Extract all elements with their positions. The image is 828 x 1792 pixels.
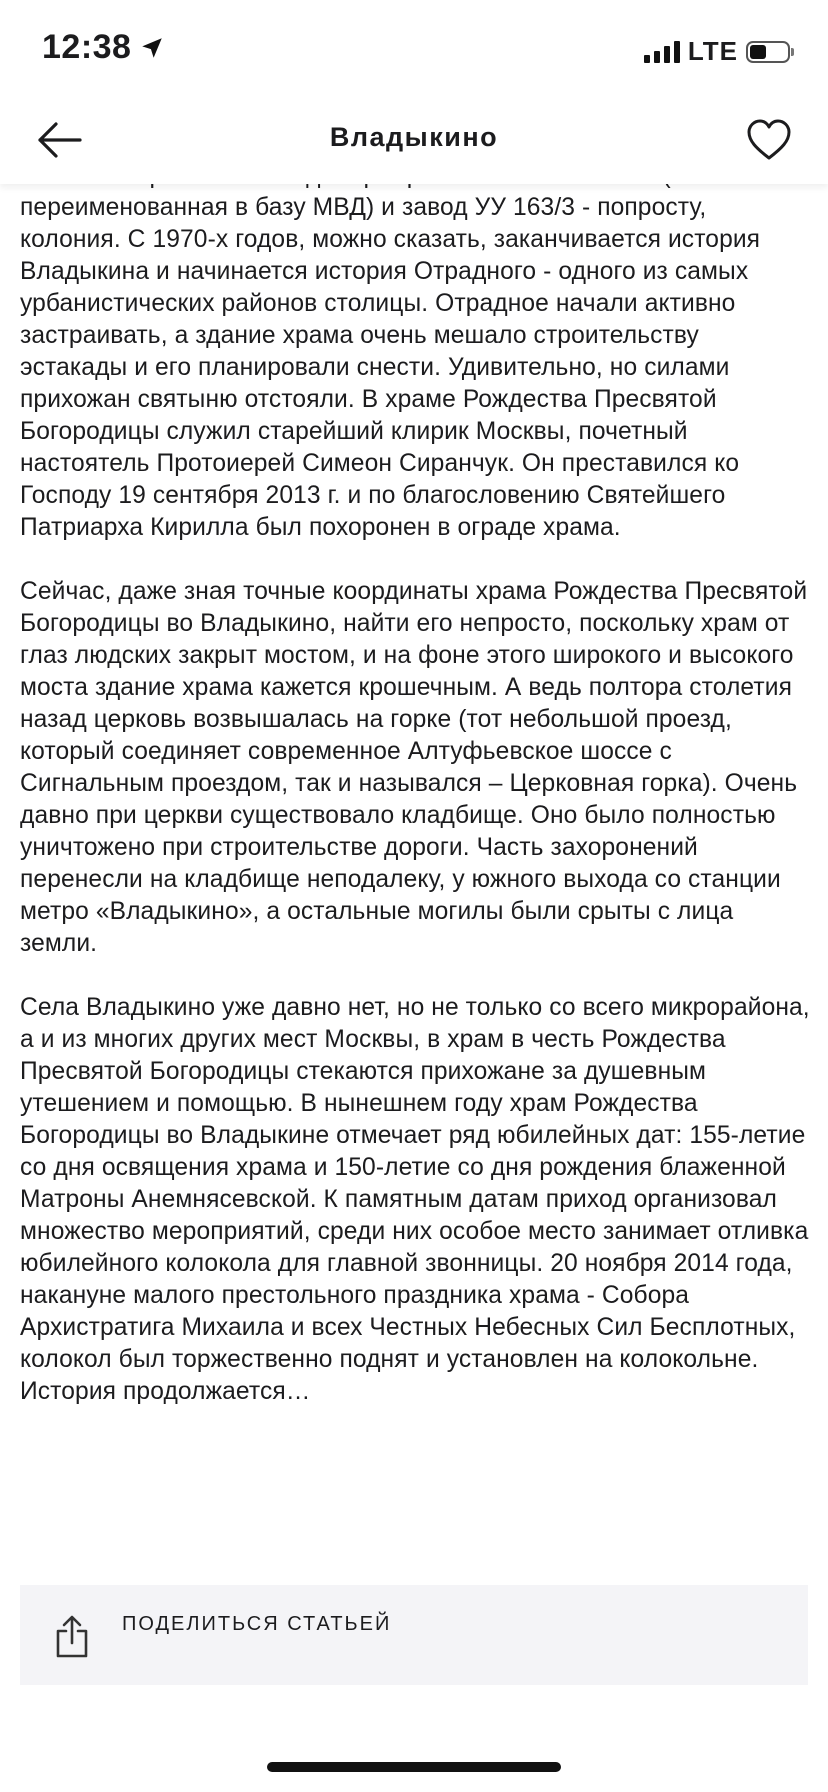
- page-title: Владыкино: [329, 122, 499, 152]
- status-indicators: [644, 36, 790, 67]
- share-label: ПОДЕЛИТЬСЯ СТАТЬЕЙ: [122, 1613, 392, 1635]
- article-body: [20, 160, 810, 1440]
- heart-outline-icon: [746, 118, 792, 162]
- navigation-bar: [0, 100, 828, 184]
- location-arrow-icon: [139, 35, 165, 61]
- article-paragraph: Села Владыкино уже давно нет, но не только со всего микрорайона, а и из многих других мест Москвы, в храм в честь Рождества Пресвятой Богородицы стекаются прихожане за душевным утешением и помощью. В нынешнем году храм Рождества Богородицы во Владыкине отмечает ряд юбилейных дат: 155-летие со дня освящения храма и 150-летие со дня рождения блаженной Матроны Анемнясевской. К памятным датам приход организовал множество мероприятий, среди них особое место занимает отливка юбилейного колокола для главной звонницы. 20 ноября 2014 года, накануне малого престольного праздника храма - Собора Архистратига Михаила и всех Честных Небесных Сил Бесплотных, колокол был торжественно поднят и установлен на колокольне. История продолжается…: [20, 994, 810, 1405]
- share-article-button[interactable]: [20, 1585, 808, 1685]
- share-icon: [52, 1615, 92, 1659]
- favorite-button[interactable]: [746, 118, 792, 162]
- battery-icon: [746, 41, 790, 63]
- status-bar: [0, 0, 828, 100]
- network-type: LTE: [687, 36, 738, 66]
- status-time-label: 12:38: [42, 28, 132, 66]
- article-paragraph: переименованная в базу МВД) и завод УУ 163/3 - попросту, колония. С 1970-х годов, можно сказать, заканчивается история Владыкина и начинается история Отрадного - одного из самых урбанистических районов столицы. Отрадное начали активно застраивать, а здание храма очень мешало строительству эстакады и его планировали снести. Удивительно, но силами прихожан святыню отстояли. В храме Рождества Пресвятой Богородицы служил старейший клирик Москвы, почетный настоятель Протоиерей Симеон Сиранчук. Он преставился ко Господу 19 сентября 2013 г. и по благословению Святейшего Патриарха Кирилла был похоронен в ограде храма.: [20, 194, 761, 541]
- article-paragraph: Сейчас, даже зная точные координаты храма Рождества Пресвятой Богородицы во Владыкино, найти его непросто, поскольку храм от глаз людских закрыт мостом, и на фоне этого широкого и высокого моста здание храма кажется крошечным. А ведь полтора столетия назад церковь возвышалась на горке (тот небольшой проезд, который соединяет современное Алтуфьевское шоссе с Сигнальным проездом, так и назывался – Церковная горка). Очень давно при церкви существовало кладбище. Оно было полностью уничтожено при строительстве дороги. Часть захоронений перенесли на кладбище неподалеку, у южного выхода со станции метро «Владыкино», а остальные могилы были срыты с лица земли.: [20, 578, 808, 957]
- cellular-signal-icon: [644, 41, 680, 63]
- battery-level: [750, 45, 766, 59]
- home-indicator[interactable]: [267, 1762, 561, 1772]
- status-time: [42, 28, 165, 67]
